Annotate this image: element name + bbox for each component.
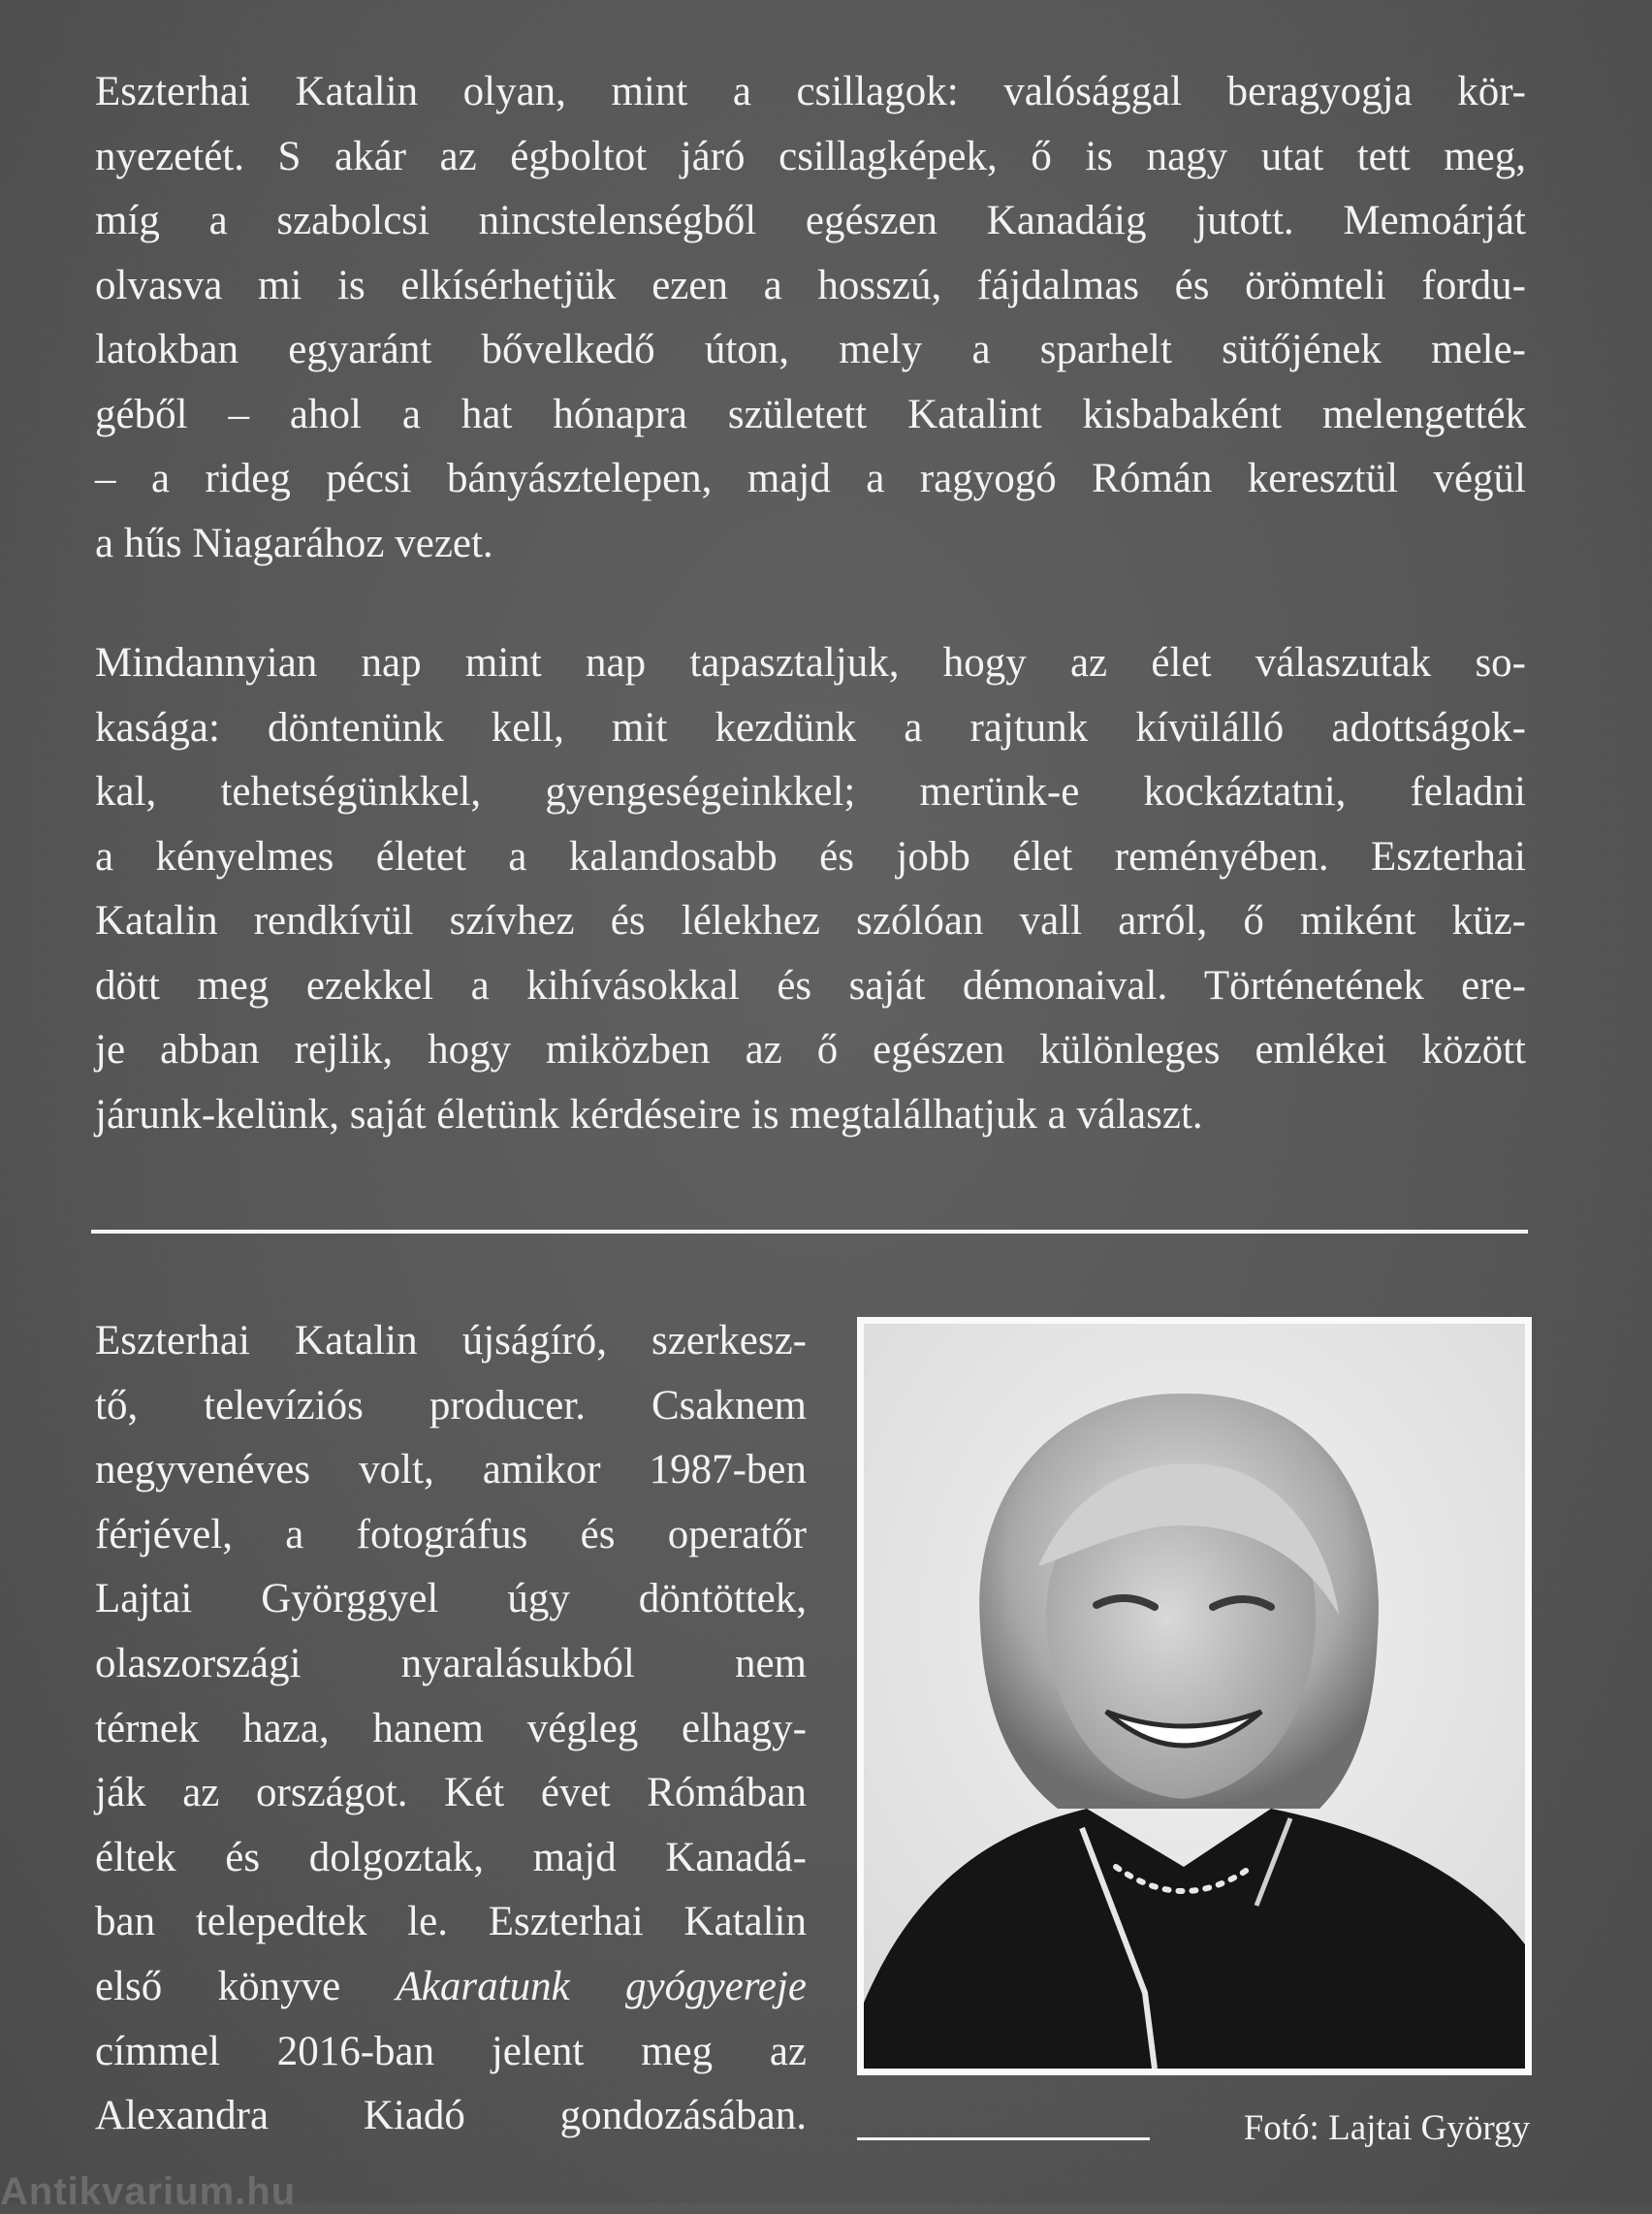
text-line: járunk-kelünk, saját életünk kérdéseire is megtalálhatjuk a választ. [95,1091,1203,1138]
text-line: Eszterhai Katalin olyan, mint a csillagok: valósággal beragyogja kör- [95,69,1526,114]
photo-credit: Fotó: Lajtai György [1243,2108,1530,2148]
portrait-image [864,1324,1525,2069]
text-line: olvasva mi is elkísérhetjük ezen a hosszú, fájdalmas és örömteli fordu- [95,262,1526,308]
text-line: latokban egyaránt bővelkedő úton, mely a sparhelt sütőjének mele- [95,327,1526,372]
section-divider [91,1230,1528,1234]
bio-line: tő, televíziós producer. Csaknem [95,1382,807,1428]
bio-line: ban telepedtek le. Eszterhai Katalin [95,1899,807,1945]
text-line: a hűs Niagarához vezet. [95,520,493,566]
text-line: míg a szabolcsi nincstelenségből egészen Kanadáig jutott. Memoárját [95,198,1526,243]
bio-line: címmel 2016-ban jelent meg az [95,2028,807,2074]
bio-line: negyvenéves volt, amikor 1987-ben [95,1447,807,1493]
bio-line: térnek haza, hanem végleg elhagy- [95,1705,807,1751]
bio-line-prefix: első könyve [95,1963,341,2009]
text-line: Katalin rendkívül szívhez és lélekhez szólóan vall arról, ő miként küz- [95,898,1526,944]
text-line: – a rideg pécsi bányásztelepen, majd a ragyogó Rómán keresztül végül [95,456,1526,501]
text-line: Mindannyian nap mint nap tapasztaljuk, hogy az élet válaszutak so- [95,640,1526,686]
bio-line: olaszországi nyaralásukból nem [95,1640,807,1686]
text-line: géből – ahol a hat hónapra született Katalint kisbabaként melengették [95,391,1526,437]
bio-line: Eszterhai Katalin újságíró, szerkesz- [95,1318,807,1364]
bio-line: ják az országot. Két évet Rómában [95,1770,807,1816]
bio-line: férjével, a fotográfus és operatőr [95,1511,807,1557]
text-line: nyezetét. S akár az égboltot járó csillagképek, ő is nagy utat tett meg, [95,133,1526,179]
text-line: a kényelmes életet a kalandosabb és jobb élet reményében. Eszterhai [95,833,1526,880]
bio-line: Alexandra Kiadó gondozásában. [95,2093,807,2139]
bio-line: éltek és dolgoztak, majd Kanadá- [95,1834,807,1880]
book-title: Akaratunk gyógyereje [396,1963,807,2009]
bio-line [95,1955,807,2020]
author-bio [95,1309,807,2149]
bio-line: Lajtai Györggyel úgy döntöttek, [95,1576,807,1622]
caption-rule [857,2137,1150,2140]
watermark: Antikvarium.hu [0,2170,297,2213]
author-photo [857,1317,1532,2075]
text-line: dött meg ezekkel a kihívásokkal és saját démonaival. Történetének ere- [95,962,1526,1009]
blurb-paragraph-1 [95,60,1526,576]
text-line: je abban rejlik, hogy miközben az ő egészen különleges emlékei között [95,1027,1526,1073]
blurb-paragraph-2 [95,631,1526,1147]
text-line: kal, tehetségünkkel, gyengeségeinkkel; merünk-e kockáztatni, feladni [95,769,1526,815]
text-line: kasága: döntenünk kell, mit kezdünk a rajtunk kívülálló adottságok- [95,704,1526,751]
